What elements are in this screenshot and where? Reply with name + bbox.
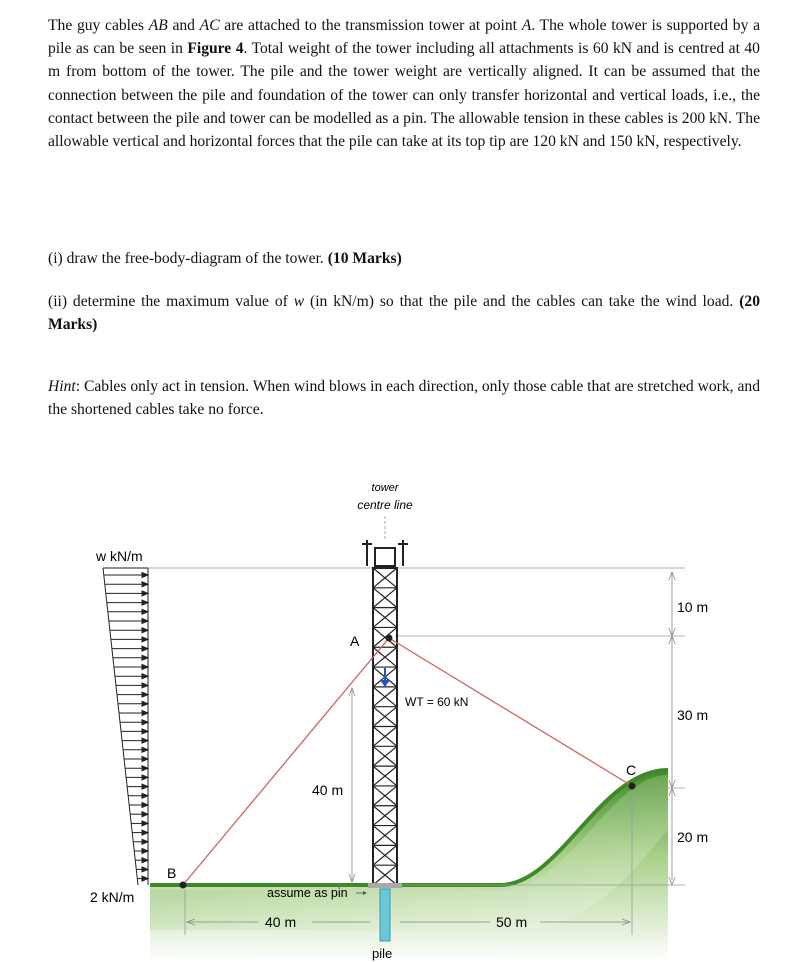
wind-arrowhead <box>142 849 148 854</box>
wind-arrowhead <box>142 582 148 587</box>
wind-arrowhead <box>142 591 148 596</box>
pile-label: pile <box>372 946 393 961</box>
wind-arrowhead <box>142 858 148 863</box>
dim-height-40 <box>349 688 355 882</box>
wind-arrowhead <box>142 766 148 771</box>
dim-20: 20 m <box>677 829 709 845</box>
wind-arrowhead <box>142 655 148 660</box>
wind-arrowhead <box>142 637 148 642</box>
wind-arrowhead <box>142 830 148 835</box>
wind-arrowhead <box>142 573 148 578</box>
figure-4-diagram <box>0 470 788 962</box>
weight-label: WT = 60 kN <box>405 695 469 709</box>
transmission-tower <box>373 568 397 885</box>
wind-arrowhead <box>142 876 148 881</box>
wind-arrowhead <box>142 628 148 633</box>
point-b-marker <box>180 882 187 889</box>
wind-arrowhead <box>142 803 148 808</box>
tower-base-plate <box>368 883 402 888</box>
wind-arrowhead <box>142 600 148 605</box>
wind-arrowhead <box>142 775 148 780</box>
wind-arrowhead <box>142 839 148 844</box>
wind-arrowhead <box>142 793 148 798</box>
wind-arrowhead <box>142 665 148 670</box>
dim-40-height: 40 m <box>312 782 344 798</box>
wind-arrowhead <box>142 619 148 624</box>
part-ii-question: (ii) determine the maximum value of w (in kN/m) so that the pile and the cables can take the wind load. (20 Marks) <box>48 293 760 334</box>
wind-arrowhead <box>142 812 148 817</box>
wind-arrowhead <box>142 729 148 734</box>
dim-50: 50 m <box>496 914 528 930</box>
wind-arrowhead <box>142 711 148 716</box>
cable-ab <box>183 638 389 885</box>
dim-40-base: 40 m <box>265 914 297 930</box>
wind-arrowhead <box>142 692 148 697</box>
wind-arrowhead <box>142 821 148 826</box>
point-a-label: A <box>350 633 360 649</box>
wind-arrowhead <box>142 784 148 789</box>
wind-arrowhead <box>142 867 148 872</box>
wind-arrowhead <box>142 646 148 651</box>
point-b-label: B <box>167 865 177 881</box>
wind-arrowhead <box>142 701 148 706</box>
centre-line-label-1: tower <box>371 482 399 494</box>
point-a-marker <box>386 635 393 642</box>
point-c-marker <box>629 783 636 790</box>
centre-line-label-2: centre line <box>357 498 413 512</box>
pile <box>380 889 390 941</box>
wind-arrowhead <box>142 738 148 743</box>
part-i-question: (i) draw the free-body-diagram of the tower. (10 Marks) <box>48 250 402 267</box>
wind-arrowhead <box>142 757 148 762</box>
ground <box>150 770 668 962</box>
dim-10: 10 m <box>677 599 709 615</box>
wind-arrowhead <box>142 674 148 679</box>
wind-arrowhead <box>142 720 148 725</box>
wind-arrowhead <box>142 747 148 752</box>
cable-ac <box>389 638 632 786</box>
load-top-label: w kN/m <box>96 548 143 564</box>
weight-arrow-head <box>380 680 390 687</box>
pin-note: assume as pin <box>267 886 348 900</box>
dim-30: 30 m <box>677 707 709 723</box>
wind-load-distribution <box>103 568 148 885</box>
point-c-label: C <box>626 762 637 778</box>
hint: Hint: Cables only act in tension. When wind blows in each direction, only those cable that are stretched work, and the shortened cables take no force. <box>48 378 760 419</box>
wind-arrowhead <box>142 683 148 688</box>
problem-statement: The guy cables AB and AC are attached to the transmission tower at point A. The whole tower is supported by a pile as can be seen in Figure 4. Total weight of the tower including all attachments is 60 kN and is centred at 40 m from bottom of the tower. The pile and the tower weight are vertically aligned. It can be assumed that the connection between the pile and foundation of the tower can only transfer horizontal and vertical loads, i.e., the contact between the pile and tower can be modelled as a pin. The allowable tension in these cables is 200 kN. The allowable vertical and horizontal forces that the pile can take at its top tip are 120 kN and 150 kN, respectively. <box>48 17 761 151</box>
right-dimension-lines <box>669 572 675 885</box>
tower-top-antenna-icon <box>362 540 408 566</box>
wind-arrowhead <box>142 609 148 614</box>
load-bottom-label: 2 kN/m <box>90 889 135 905</box>
